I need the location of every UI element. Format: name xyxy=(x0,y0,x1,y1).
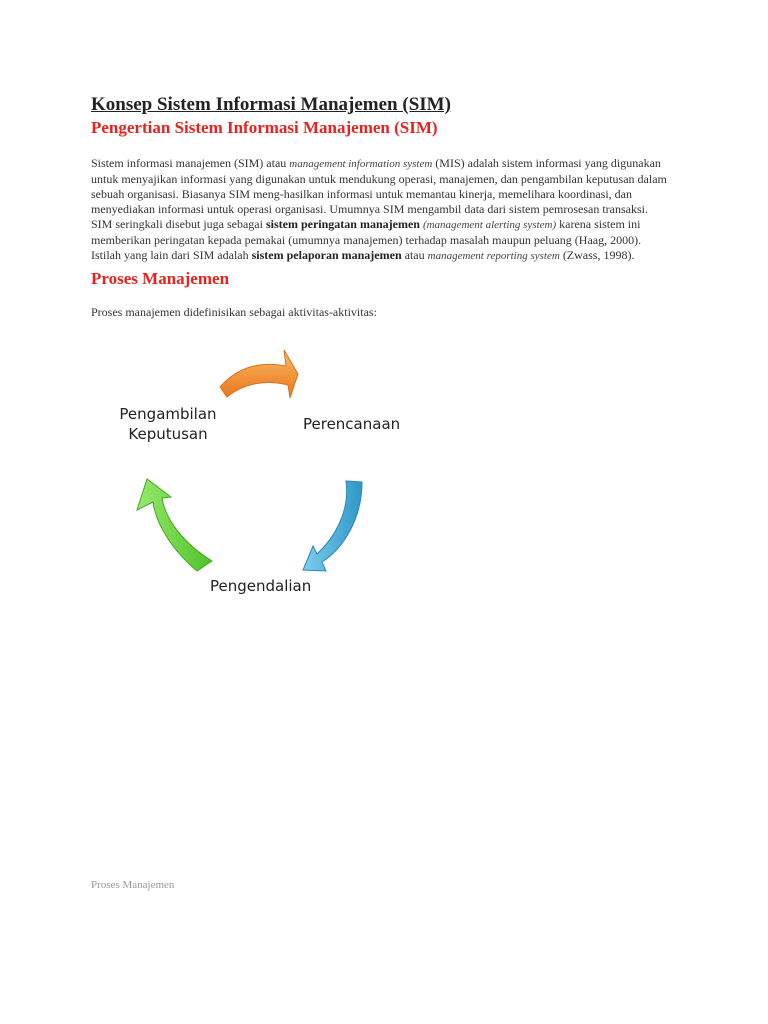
intro-text: Proses manajemen didefinisikan sebagai aktivitas-aktivitas: xyxy=(91,305,377,319)
label-decision-making xyxy=(112,404,224,444)
italic-term: management information system xyxy=(289,158,433,170)
italic-term: (management alerting system) xyxy=(422,219,557,231)
text-run: atau xyxy=(401,248,428,262)
italic-term: management reporting system xyxy=(427,250,560,262)
section-subtitle: Pengertian Sistem Informasi Manajemen (SIM) xyxy=(91,118,438,137)
text-run: Sistem informasi manajemen (SIM) atau xyxy=(91,156,290,170)
paragraph-definition xyxy=(91,156,683,217)
label-line: Pengambilan xyxy=(119,405,217,423)
page-title: Konsep Sistem Informasi Manajemen (SIM) xyxy=(91,94,451,115)
label-planning: Perencanaan xyxy=(303,415,401,433)
green-arrow xyxy=(137,479,212,571)
label-control: Pengendalian xyxy=(210,577,312,595)
document-body xyxy=(91,94,691,320)
paragraph-alerting xyxy=(91,217,683,248)
label-line: Keputusan xyxy=(128,425,208,443)
text-run: (Zwass, 1998). xyxy=(559,248,635,262)
blue-arrow xyxy=(303,481,362,571)
text-run: karena sistem ini memberikan peringatan kepada pemakai (umumnya manajemen) terhadap masalah maupun peluang (Haag, 2000). xyxy=(91,217,642,247)
paragraph-reporting xyxy=(91,248,683,264)
section-heading: Proses Manajemen xyxy=(91,269,230,288)
text-run: (MIS) adalah sistem informasi yang digunakan untuk menyajikan informasi yang digunakan untuk mendukung operasi, manajemen, dan pengambilan keputusan dalam sebuah organisasi. Biasanya SIM meng-hasilkan informasi untuk memantau kinerja, memelihara koordinasi, dan menyediakan informasi untuk operasi organisasi. Umumnya SIM mengambil data dari sistem pemrosesan transaksi. xyxy=(91,156,667,216)
body-text xyxy=(91,156,683,264)
process-cycle-diagram xyxy=(100,340,420,610)
text-run: Istilah yang lain dari SIM adalah xyxy=(91,248,252,262)
figure-caption: Proses Manajemen xyxy=(91,879,175,891)
text-run: SIM seringkali disebut juga sebagai xyxy=(91,217,266,231)
cycle-arrows xyxy=(100,340,420,610)
bold-term: sistem peringatan manajemen xyxy=(265,217,420,231)
bold-term: sistem pelaporan manajemen xyxy=(251,248,402,262)
orange-arrow xyxy=(220,350,298,398)
